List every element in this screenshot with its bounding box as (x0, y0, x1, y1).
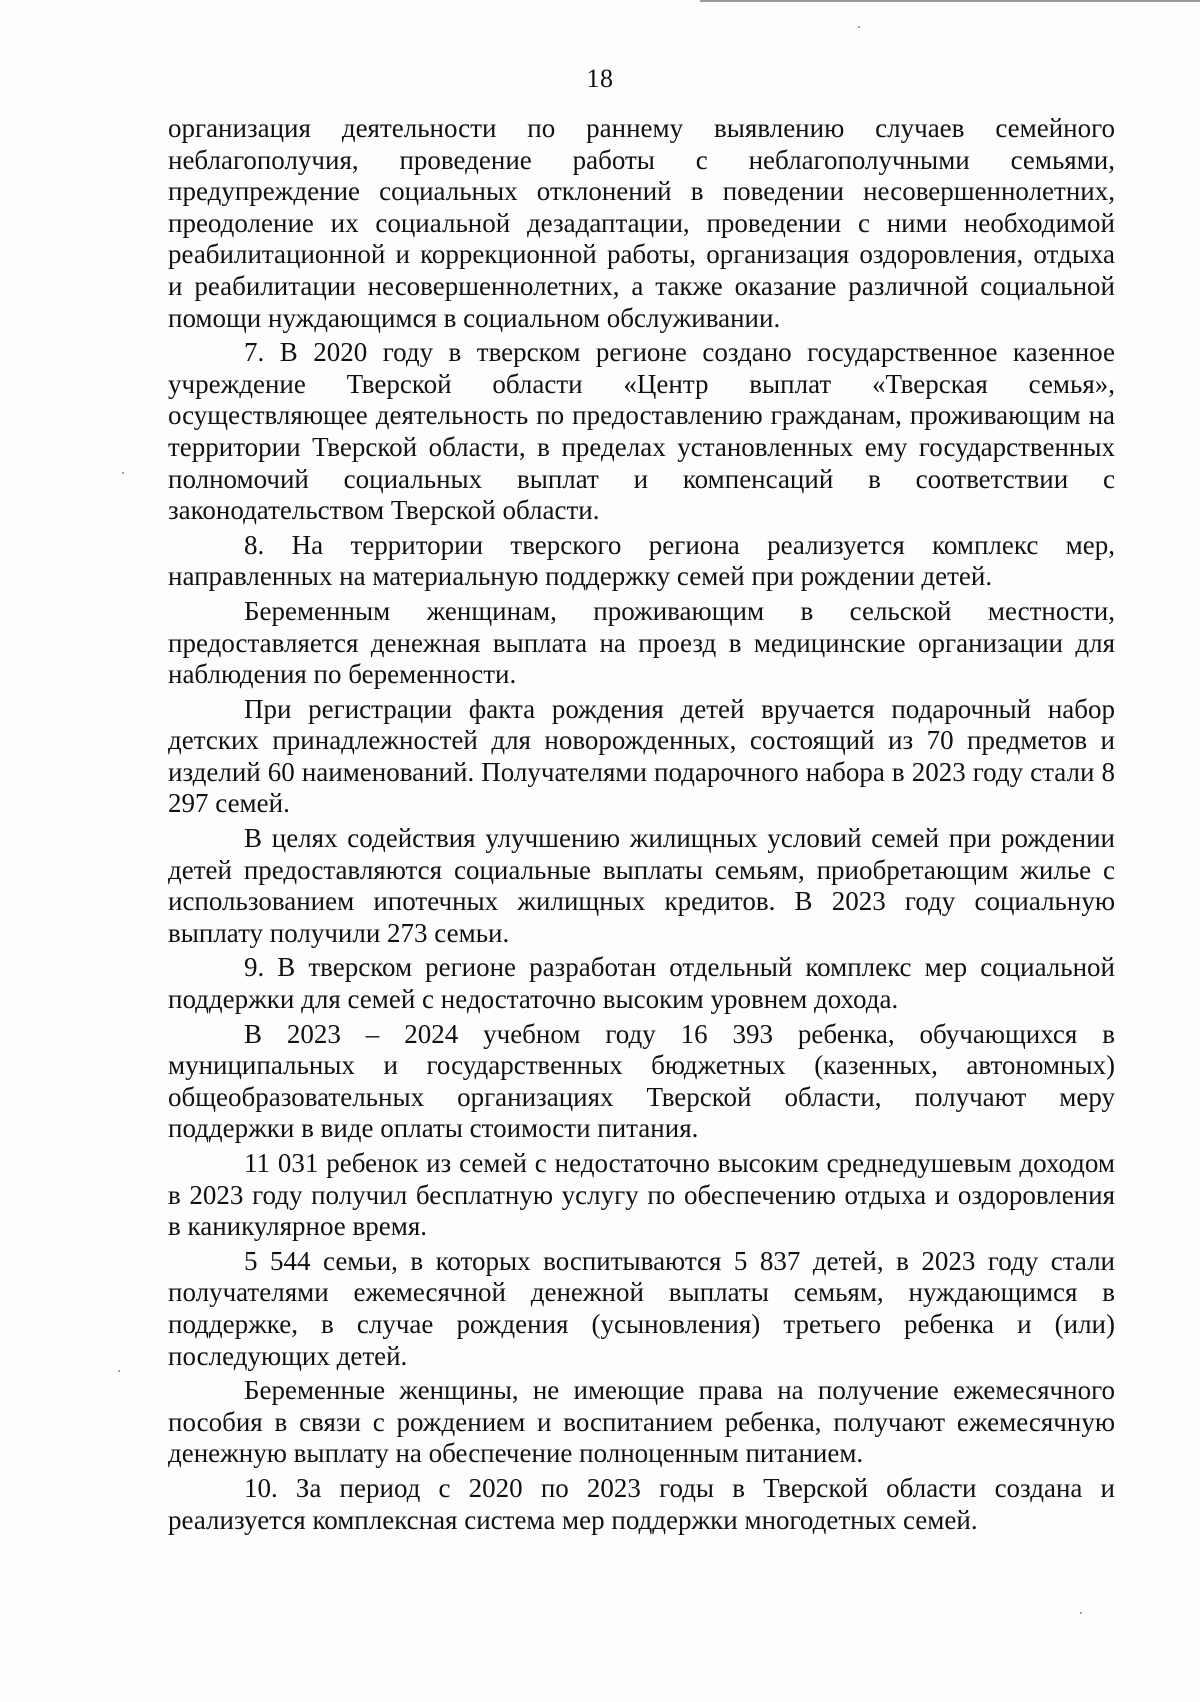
paragraph: При регистрации факта рождения детей вручается подарочный набор детских принадлежностей для новорожденных, состоящий из 70 предметов и изделий 60 наименований. Получателями подарочного набора в 2023 году стали 8 297 семей. (168, 693, 1115, 819)
scan-speck (118, 1370, 120, 1372)
paragraph: В целях содействия улучшению жилищных условий семей при рождении детей предоставляются социальные выплаты семьям, приобретающим жилье с использованием ипотечных жилищных кредитов. В 2023 году социальную выплату получили 273 семьи. (168, 823, 1115, 948)
paragraph: организация деятельности по раннему выявлению случаев семейного неблагополучия, проведение работы с неблагополучными семьями, предупреждение социальных отклонений в поведении несовершеннолетних, преодоление их социальной дезадаптации, проведении с ними необходимой реабилитационной и коррекционной работы, организация оздоровления, отдыха и реабилитации несовершеннолетних, а также оказание различной социальной помощи нуждающимся в социальном обслуживании. (168, 113, 1115, 333)
scan-speck (858, 26, 860, 28)
paragraph: 7. В 2020 году в тверском регионе создано государственное казенное учреждение Тверской области «Центр выплат «Тверская семья», осуществляющее деятельность по предоставлению гражданам, проживающим на территории Тверской области, в пределах установленных ему государственных полномочий социальных выплат и компенсаций в соответствии с законодательством Тверской области. (168, 337, 1115, 526)
paragraph: В 2023 – 2024 учебном году 16 393 ребенка, обучающихся в муниципальных и государственных бюджетных (казенных, автономных) общеобразовательных организациях Тверской области, получают меру поддержки в виде оплаты стоимости питания. (168, 1018, 1115, 1144)
body-text (168, 113, 1115, 1539)
paragraph: 10. За период с 2020 по 2023 годы в Тверской области создана и реализуется комплексная система мер поддержки многодетных семей. (168, 1472, 1115, 1535)
scan-edge-line (700, 0, 1200, 2)
paragraph: 9. В тверском регионе разработан отдельный комплекс мер социальной поддержки для семей с недостаточно высоким уровнем дохода. (168, 952, 1115, 1015)
paragraph: 11 031 ребенок из семей с недостаточно высоким среднедушевым доходом в 2023 году получил бесплатную услугу по обеспечению отдыха и оздоровления в каникулярное время. (168, 1148, 1115, 1242)
scan-speck (122, 472, 124, 474)
paragraph: 8. На территории тверского региона реализуется комплекс мер, направленных на материальную поддержку семей при рождении детей. (168, 529, 1115, 592)
scan-speck (1080, 1612, 1082, 1614)
paragraph: Беременным женщинам, проживающим в сельской местности, предоставляется денежная выплата на проезд в медицинские организации для наблюдения по беременности. (168, 595, 1115, 690)
paragraph: 5 544 семьи, в которых воспитываются 5 837 детей, в 2023 году стали получателями ежемесячной денежной выплаты семьям, нуждающимся в поддержке, в случае рождения (усыновления) третьего ребенка и (или) последующих детей. (168, 1245, 1115, 1371)
paragraph: Беременные женщины, не имеющие права на получение ежемесячного пособия в связи с рождением и воспитанием ребенка, получают ежемесячную денежную выплату на обеспечение полноценным питанием. (168, 1375, 1115, 1469)
page-number: 18 (586, 64, 614, 93)
